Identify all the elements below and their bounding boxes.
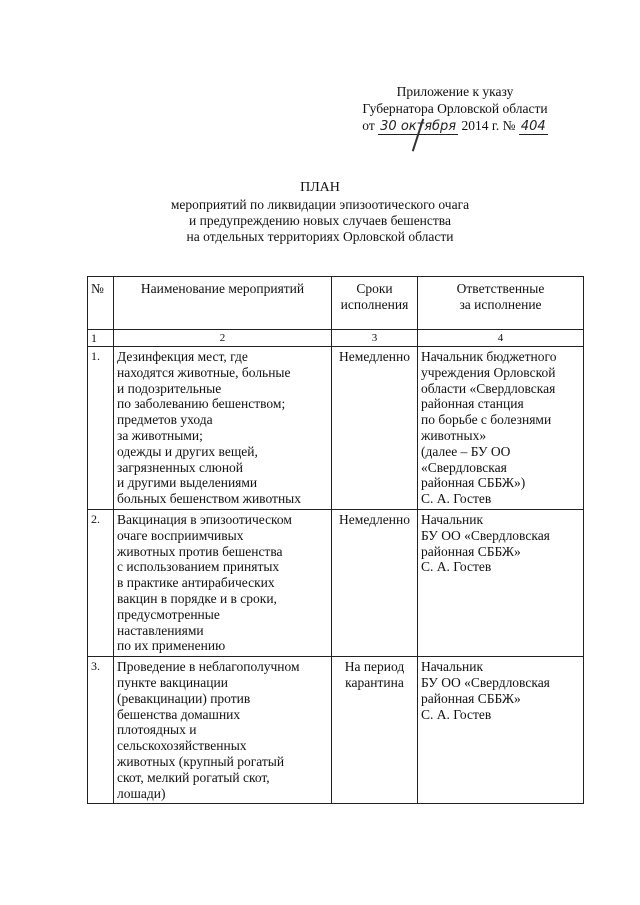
activity-cell-line: по их применению: [117, 638, 226, 654]
title-line-1: мероприятий по ликвидации эпизоотического очага: [170, 197, 470, 212]
activity-cell-line: плотоядных и: [117, 722, 197, 738]
row-number: 2.: [88, 509, 114, 656]
activity-cell-line: пункте вакцинации: [117, 674, 228, 690]
responsible-cell-line: учреждения Орловской: [421, 364, 556, 380]
terms-cell: [332, 347, 418, 510]
appendix-line-1: Приложение к указу: [396, 84, 514, 99]
title-line-2: и предупреждению новых случаев бешенства: [189, 213, 451, 228]
responsible-cell-line: (далее – БУ ОО: [421, 443, 511, 459]
activity-cell-line: животных (крупный рогатый: [117, 753, 285, 769]
handwritten-number: 404: [520, 119, 546, 134]
responsible-cell-line: С. А. Гостев: [421, 559, 492, 575]
activity-cell-line: и другими выделениями: [117, 475, 258, 491]
responsible-cell-line: С. А. Гостев: [421, 706, 492, 722]
responsible-cell-line: области «Свердловская: [421, 380, 556, 396]
responsible-cell-line: Начальник: [421, 511, 484, 527]
index-cell: 4: [418, 330, 584, 347]
activity-cell-line: животных против бешенства: [117, 543, 283, 559]
index-cell: 3: [332, 330, 418, 347]
row-number: 3.: [88, 657, 114, 804]
date-prefix: от: [362, 118, 375, 133]
activity-cell-line: скот, мелкий рогатый скот,: [117, 769, 270, 785]
header-responsible: [418, 277, 584, 330]
header-terms-line: Сроки: [356, 281, 393, 296]
activity-cell-line: очаге восприимчивых: [117, 527, 244, 543]
title-heading: ПЛАН: [300, 180, 340, 195]
table-row: [88, 509, 584, 656]
appendix-block: [330, 83, 580, 135]
index-cell: 2: [114, 330, 332, 347]
activity-cell-line: предусмотренные: [117, 606, 220, 622]
activity-cell-line: предметов ухода: [117, 412, 213, 428]
responsible-cell-line: «Свердловская: [421, 459, 507, 475]
activity-cell: [114, 347, 332, 510]
responsible-cell-line: районная станция: [421, 396, 524, 412]
activity-cell-line: и подозрительные: [117, 380, 222, 396]
document-title: [120, 180, 520, 245]
activity-cell-line: лошади): [117, 785, 166, 801]
terms-cell: [332, 509, 418, 656]
appendix-date-line: [330, 117, 580, 135]
activity-cell: [114, 657, 332, 804]
activity-cell-line: за животными;: [117, 427, 203, 443]
terms-cell-line: На период: [344, 659, 405, 675]
responsible-cell-line: районная СББЖ»: [421, 543, 521, 559]
responsible-cell: [418, 347, 584, 510]
header-responsible-line: за исполнение: [459, 296, 542, 312]
handwritten-date: 30 октября: [380, 119, 457, 134]
header-terms: [332, 277, 418, 330]
activity-cell-line: одежды и других вещей,: [117, 443, 258, 459]
activity-cell-line: в практике антирабических: [117, 575, 275, 591]
activity-cell-line: (ревакцинации) против: [117, 690, 251, 706]
responsible-cell-line: районная СББЖ»): [421, 475, 526, 491]
responsible-cell: [418, 509, 584, 656]
terms-cell: [332, 657, 418, 804]
header-name: Наименование мероприятий: [114, 277, 332, 330]
header-num: №: [88, 277, 114, 330]
responsible-cell-line: по борьбе с болезнями: [421, 412, 552, 428]
responsible-cell-line: Начальник бюджетного: [421, 349, 557, 364]
activity-cell-line: бешенства домашних: [117, 706, 241, 722]
responsible-cell-line: БУ ОО «Свердловская: [421, 674, 550, 690]
activity-cell: [114, 509, 332, 656]
appendix-line-2: Губернатора Орловской области: [362, 101, 548, 116]
responsible-cell-line: С. А. Гостев: [421, 491, 492, 507]
activity-cell-line: находятся животные, больные: [117, 364, 291, 380]
table-row: [88, 657, 584, 804]
table-row: [88, 347, 584, 510]
activity-cell-line: наставлениями: [117, 622, 204, 638]
plan-table: [87, 276, 584, 804]
activity-cell-line: по заболеванию бешенством;: [117, 396, 286, 412]
activity-cell-line: Дезинфекция мест, где: [117, 349, 248, 364]
table-header-row: [88, 277, 584, 330]
responsible-cell: [418, 657, 584, 804]
column-index-row: [88, 330, 584, 347]
row-number: 1.: [88, 347, 114, 510]
index-cell: 1: [88, 330, 114, 347]
activity-cell-line: вакцин в порядке и в сроки,: [117, 590, 277, 606]
responsible-cell-line: Начальник: [421, 659, 484, 675]
header-responsible-line: Ответственные: [456, 281, 545, 296]
terms-cell-line: Немедленно: [339, 511, 410, 527]
terms-cell-line: Немедленно: [339, 349, 410, 364]
activity-cell-line: Вакцинация в эпизоотическом: [117, 511, 292, 527]
terms-cell-line: карантина: [345, 674, 404, 690]
activity-cell-line: сельскохозяйственных: [117, 738, 247, 754]
responsible-cell-line: районная СББЖ»: [421, 690, 521, 706]
activity-cell-line: загрязненных слюной: [117, 459, 244, 475]
title-line-3: на отдельных территориях Орловской области: [186, 229, 454, 244]
activity-cell-line: Проведение в неблагополучном: [117, 659, 300, 675]
responsible-cell-line: БУ ОО «Свердловская: [421, 527, 550, 543]
header-terms-line: исполнения: [340, 296, 409, 312]
activity-cell-line: больных бешенством животных: [117, 491, 301, 507]
responsible-cell-line: животных»: [421, 427, 487, 443]
year-text: 2014 г. №: [461, 118, 516, 133]
activity-cell-line: с использованием принятых: [117, 559, 280, 575]
